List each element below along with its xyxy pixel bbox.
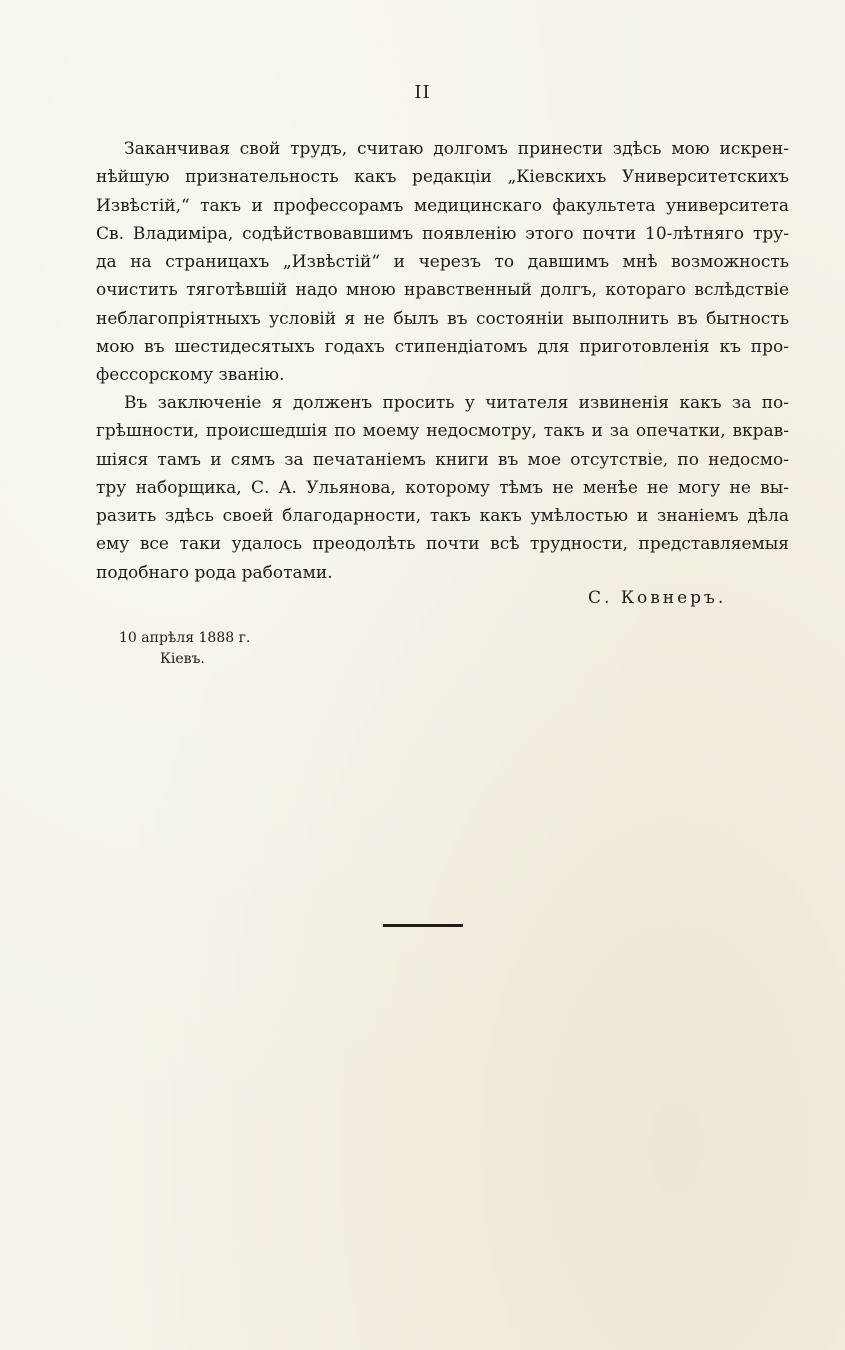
text-line: мою въ шестидесятыхъ годахъ стипендіатомъ для приготовленія къ про- (96, 337, 789, 358)
date-line: 10 апрѣля 1888 г. (119, 630, 251, 646)
text-line: шіяся тамъ и сямъ за печатаніемъ книги въ мое отсутствіе, по недосмо- (96, 449, 789, 470)
text-line: Св. Владиміра, содѣйствовавшимъ появленію этого почти 10-лѣтняго тру- (96, 223, 789, 244)
text-line: тру наборщика, С. А. Ульянова, которому тѣмъ не менѣе не могу не вы- (96, 477, 789, 498)
text-line: грѣшности, происшедшія по моему недосмотру, такъ и за опечатки, вкрав- (96, 421, 789, 442)
text-line: Извѣстій,“ такъ и профессорамъ медицинскаго факультета университета (96, 195, 789, 216)
text-line: неблагопріятныхъ условій я не былъ въ состояніи выполнить въ бытность (96, 308, 789, 329)
text-line: Заканчивая свой трудъ, считаю долгомъ принести здѣсь мою искрен- (124, 139, 789, 159)
text-line: фессорскому званію. (96, 365, 285, 386)
author-signature: С. Ковнеръ. (588, 588, 727, 608)
place-line: Кіевъ. (160, 651, 205, 667)
text-line: Въ заключеніе я долженъ просить у читателя извиненія какъ за по- (124, 393, 789, 413)
text-line: подобнаго рода работами. (96, 562, 333, 583)
closing-rule (383, 924, 463, 927)
text-line: разить здѣсь своей благодарности, такъ какъ умѣлостью и знаніемъ дѣла (96, 506, 789, 527)
page-number: II (414, 82, 431, 103)
text-line: нѣйшую признательность какъ редакціи „Кіевскихъ Университетскихъ (96, 167, 789, 188)
text-line: ему все таки удалось преодолѣть почти всѣ трудности, представляемыя (96, 534, 789, 555)
paragraph-acknowledgment (96, 135, 789, 390)
paragraph-conclusion (96, 389, 789, 587)
text-line: да на страницахъ „Извѣстій“ и черезъ то давшимъ мнѣ возможность (96, 252, 789, 273)
text-line: очистить тяготѣвшій надо мною нравственный долгъ, котораго вслѣдствіе (96, 280, 789, 301)
